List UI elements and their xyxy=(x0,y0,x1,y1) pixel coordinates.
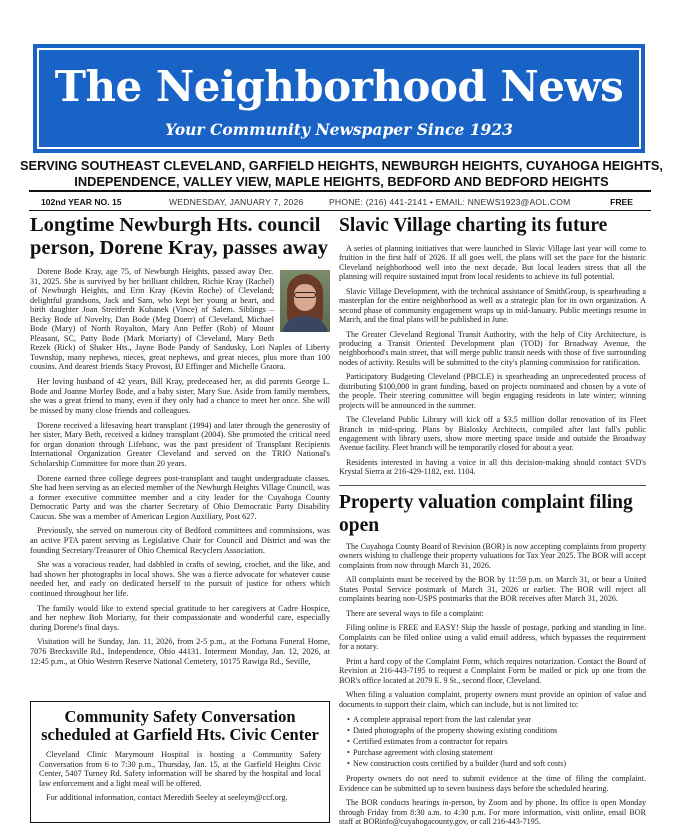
safety-box xyxy=(30,701,330,823)
property-paragraph: All complaints must be received by the BOR by 11:59 p.m. on March 31, or bear a United States Postal Service postmark of March 31, 2026 or earlier. The BOR will reject all complaints bearing non-USPS postmarks that the BOR receives after March 31, 2026. xyxy=(339,575,646,604)
infobar-bottom-rule xyxy=(29,210,651,211)
list-item: • Purchase agreement with closing statement xyxy=(347,747,646,758)
property-paragraph: Filing online is FREE and EASY! Skip the hassle of postage, parking and standing in line. Complaints can be filed online using a valid email address, which bypasses the requirement for a notary. xyxy=(339,623,646,652)
property-headline: Property valuation complaint filing open xyxy=(339,491,633,536)
slavic-headline: Slavic Village charting its future xyxy=(339,215,608,236)
safety-body xyxy=(39,750,321,803)
price-label: FREE xyxy=(610,197,633,207)
evidence-list xyxy=(347,714,646,769)
obituary-paragraph: Dorene Bode Kray, age 75, of Newburgh Heights, passed away Dec. 31, 2025. She is survived by her brilliant children, Richie Kray (Rachel) of Newburgh Heights, and Erin Kray (Kevin Roche) of Cleveland; delightful grandsons, Jack and Sam, who kept her young at heart, and birth daughter Joan Streitferdt Kuhanek (Vince) of Salem. Siblings – Becky Bode of Novelty, Dan Bode (Meg Doerr) of Cleveland, Michael Bode (Mary) of North Royalton, Mary Ann Peffer (Rob) of Mount Pleasant, SC, Patty Bode (Mark Moriarty) of Cleveland, Mary Beth Rezek (Rick) of Shaker Hts., Jayne Bode Pandy of Sandusky, Lori Naples of Liberty Township, many nephews, nieces, great nephews, and great nieces, plus more than 100 cousins. And dearest friends Stacy Provost, BJ Effinger and Michelle Graora. xyxy=(30,267,330,372)
list-item: • A complete appraisal report from the last calendar year xyxy=(347,714,646,725)
newspaper-title: The Neighborhood News xyxy=(54,62,624,111)
obituary-paragraph: The family would like to extend special gratitude to her caregivers at Cadre Hospice, and her nephew Bob Moriarty, for their compassionate and wonderful care, especially during Dorene's final days. xyxy=(30,603,330,632)
slavic-paragraph: Slavic Village Development, with the technical assistance of SmithGroup, is spearheading a masterplan for the entire neighborhood as well as a strategic plan for its own organization. A second phase of community engagement wraps up in mid-January. Public meetings resume in March, and the final plans will be published in June. xyxy=(339,286,646,325)
issue-date: WEDNESDAY, JANUARY 7, 2026 xyxy=(169,197,304,207)
contact-info: PHONE: (216) 441-2141 • EMAIL: NNEWS1923@AOL.COM xyxy=(329,197,571,207)
right-column xyxy=(339,214,646,832)
issue-info-bar xyxy=(29,193,651,211)
safety-paragraph: Cleveland Clinic Marymount Hospital is hosting a Community Safety Conversation from 6 to 7:30 p.m., Thursday, Jan. 15, at the Garfield Heights Civic Center, 5407 Turney Rd. Safety information will be shared by the hospital and local law enforcement and a light meal will be offered. xyxy=(39,750,321,788)
masthead xyxy=(33,44,645,153)
slavic-paragraph: Participatory Budgeting Cleveland (PBCLE) is spearheading an unprecedented process of distributing $100,000 in grant funding, based on projects nominated and chosen by a vote of the people. Their steering committee will begin engaging residents in late winter; winning projects will be announced in the summer. xyxy=(339,372,646,410)
left-column xyxy=(30,214,330,671)
obituary-paragraph: Her loving husband of 42 years, Bill Kray, predeceased her, as did parents George L. Bode and Joanne Morley Bode, and a baby sister, Mary Sue. Aside from family members, she was a great friend to many, even if they only had a chance to meet her once. She will be missed by many close friends and colleagues. xyxy=(30,377,330,415)
infobar-top-rule xyxy=(29,190,651,192)
slavic-paragraph: Residents interested in having a voice in all this decision-making should contact SVD's Krystal Sierra at 216-429-1182, ext. 1104. xyxy=(339,458,646,477)
safety-headline: Community Safety Conversation scheduled at Garfield Hts. Civic Center xyxy=(41,707,319,744)
obituary-paragraph: Dorene earned three college degrees post-transplant and taught undergraduate classes. She had been serving as an elected member of the Newburgh Heights Village Council, was a former executive committee member and a city leader for the Cuyahoga County Democratic Party and was the charter Secretary of Ohio Democratic Party Disability Caucus. She was a member of American Legion Auxiliary, Post 627. xyxy=(30,473,331,521)
masthead-frame xyxy=(37,48,641,149)
newspaper-tagline: Your Community Newspaper Since 1923 xyxy=(165,120,513,139)
slavic-paragraph: A series of planning initiatives that were launched in Slavic Village last year will come to fruition in the first half of 2026. If all goes well, the plans will set the pace for the historic Cleveland neighborhood well into the next decade. But local leaders stress that all the planning will require sustained input from local residents to achieve its full potential. xyxy=(339,244,646,282)
coverage-area: SERVING SOUTHEAST CLEVELAND, GARFIELD HEIGHTS, NEWBURGH HEIGHTS, CUYAHOGA HEIGHTS, INDEPENDENCE, VALLEY VIEW, MAPLE HEIGHTS, BEDFORD AND BEDFORD HEIGHTS xyxy=(20,158,663,189)
list-item: • New construction costs certified by a builder (hard and soft costs) xyxy=(347,758,646,769)
slavic-body xyxy=(339,244,646,477)
obituary-paragraph: She was a voracious reader, had dabbled in crafts of sewing, crochet, and the like, and had shown her photographs in local shows. She was a fierce advocate for whatever cause needed her, and early on dedicated herself to the pursuit of justice for others which continued throughout her life. xyxy=(30,560,330,598)
property-paragraph: Property owners do not need to submit evidence at the time of filing the complaint. Evidence can be submitted up to seven business days before the scheduled hearing. xyxy=(339,774,646,793)
property-paragraph: Print a hard copy of the Complaint Form, which requires notarization. Contact the Board of Revision at 216-443-7195 to request a Complaint Form be mailed or pick up one from the BOR's office located at 2079 E. 9 St., second floor, Cleveland. xyxy=(339,656,646,685)
obituary-headline: Longtime Newburgh Hts. council person, Dorene Kray, passes away xyxy=(30,214,329,259)
obituary-paragraph: Previously, she served on numerous city of Bedford committees and commissions, was an active PTA parent serving as Legislative Chair for Council and District and was the founding Secretary/Treasurer of Ohio Chemical Recyclers Association. xyxy=(30,526,330,555)
slavic-paragraph: The Cleveland Public Library will kick off a $3.5 million dollar renovation of its Fleet Branch in mid-spring. Plans by Bialosky Architects, compiled after last fall's public engagement with library users, show more meeting space inside and outside the Broadway Avenue facility. Fleet branch will be temporarily closed for about a year. xyxy=(339,415,646,453)
list-item: • Dated photographs of the property showing existing conditions xyxy=(347,725,646,736)
slavic-paragraph: The Greater Cleveland Regional Transit Authority, with the help of City Architecture, is producing a Transit Oriented Development plan (TOD) for Broadway Avenue, the neighborhood's main street, that will merge public transit needs with those of five surrounding nodes of activity. Results will be submitted to the city's planning commission for ratification. xyxy=(339,329,646,367)
obituary-paragraph: Dorene received a lifesaving heart transplant (1994) and later through the generosity of her sister, Mary Beth, received a kidney transplant (2004). She promoted the critical need for organ donation through Lifebanc, was the past president of Transplant Recipients International Organization Greater Cleveland and served on the TRIO National's Scholarship Committee for more than 20 years. xyxy=(30,420,330,468)
portrait-photo xyxy=(280,270,330,332)
property-paragraph: The BOR conducts hearings in-person, by Zoom and by phone. Its office is open Monday through Friday from 8:30 a.m. to 4:30 p.m. For more information, visit online, email BOR staff at BORinfo@cuyahogacounty.gov, or call 216-443-7195. xyxy=(339,798,646,826)
section-divider xyxy=(339,485,646,486)
obituary-body xyxy=(30,267,330,666)
issue-number: 102nd YEAR NO. 15 xyxy=(41,197,122,207)
list-item: • Certified estimates from a contractor for repairs xyxy=(347,736,646,747)
obituary-paragraph: Visitation will be Sunday, Jan. 11, 2026, from 2-5 p.m., at the Fortuna Funeral Home, 7076 Brecksville Rd., Independence, Ohio 44131. Interment Monday, Jan. 12, 2026, at 12:45 p.m., at Ohio Western Reserve National Cemetery, 10175 Rawiga Rd., Seville, xyxy=(30,637,330,666)
property-paragraph: When filing a valuation complaint, property owners must provide an opinion of value and documents to support their claim, which can include, but is not limited to: xyxy=(339,690,646,709)
safety-paragraph: For additional information, contact Meredith Seeley at seeleym@ccf.org. xyxy=(46,793,288,803)
property-body xyxy=(339,542,646,826)
property-paragraph: The Cuyahoga County Board of Revision (BOR) is now accepting complaints from property owners wishing to challenge their property valuations for Tax Year 2025. The BOR will accept complaints from now through March 31, 2026. xyxy=(339,541,646,570)
property-paragraph: There are several ways to file a complaint: xyxy=(346,608,484,618)
